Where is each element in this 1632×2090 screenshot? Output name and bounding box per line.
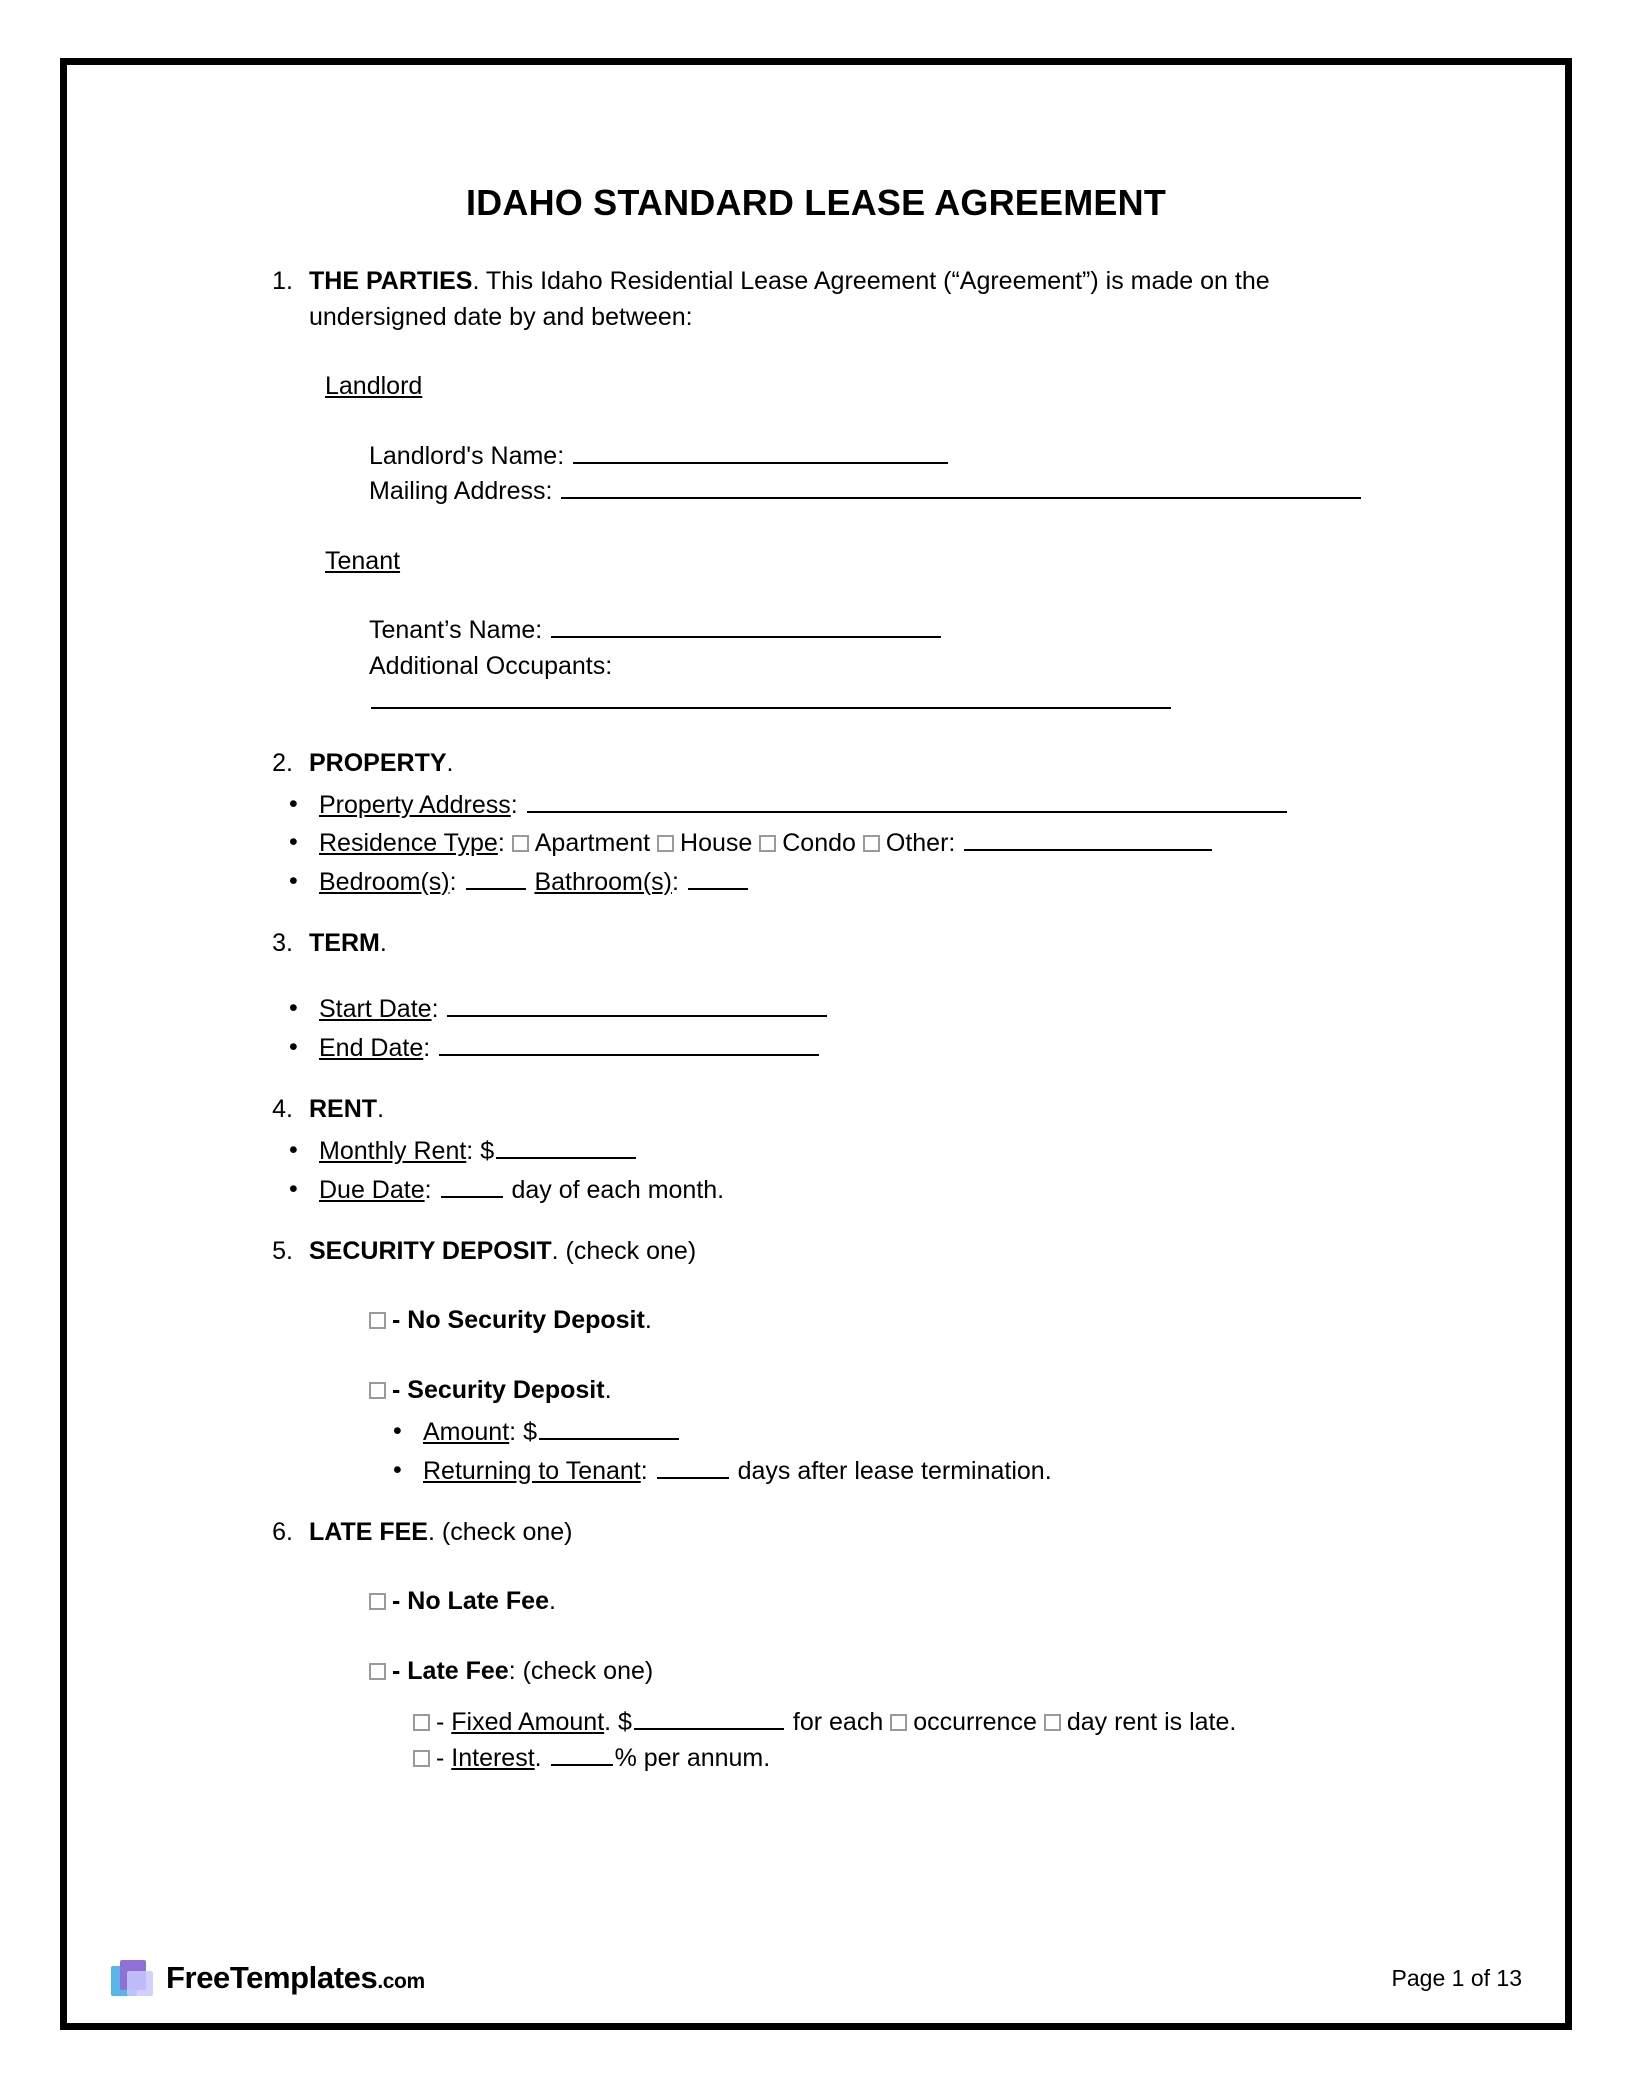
- deposit-returning-input[interactable]: [657, 1454, 729, 1479]
- checkbox-other[interactable]: [863, 835, 880, 852]
- bedrooms-bathrooms-row: • Bedroom(s): Bathroom(s):: [265, 864, 1367, 900]
- section-number: 4.: [272, 1094, 293, 1123]
- logo-name: FreeTemplates: [166, 1960, 378, 1995]
- section-term-suffix: .: [379, 928, 387, 957]
- interest-input[interactable]: [551, 1741, 613, 1766]
- security-deposit-row: [369, 1373, 1367, 1409]
- checkbox-no-late-fee[interactable]: [369, 1593, 386, 1610]
- bedrooms-label: Bedroom(s): [319, 867, 450, 896]
- start-date-row: • Start Date:: [265, 991, 1367, 1027]
- property-bullets: [265, 787, 1367, 900]
- section-late-fee-suffix: . (check one): [427, 1517, 573, 1546]
- section-property: [265, 746, 1367, 782]
- fixed-amount-input[interactable]: [634, 1705, 784, 1730]
- start-date-input[interactable]: [447, 992, 827, 1017]
- deposit-returning-suffix: days after lease termination.: [737, 1456, 1052, 1485]
- interest-suffix: % per annum.: [614, 1743, 771, 1772]
- section-rent-suffix: .: [377, 1094, 385, 1123]
- section-heading-rent: RENT: [309, 1094, 378, 1123]
- page-footer: [0, 1958, 1632, 1998]
- end-date-row: • End Date:: [265, 1030, 1367, 1066]
- additional-occupants-label: Additional Occupants:: [369, 651, 613, 680]
- section-heading-term: TERM: [309, 928, 380, 957]
- checkbox-apartment[interactable]: [512, 835, 529, 852]
- section-security-suffix: . (check one): [551, 1236, 697, 1265]
- landlord-name-row: [369, 439, 1367, 475]
- section-heading-security-deposit: SECURITY DEPOSIT: [309, 1236, 552, 1265]
- section-term: [265, 926, 1367, 962]
- landlord-heading-wrap: [325, 369, 1367, 405]
- tenant-heading-wrap: [325, 544, 1367, 580]
- monthly-rent-prefix: : $: [466, 1137, 495, 1166]
- page-title: IDAHO STANDARD LEASE AGREEMENT: [465, 182, 1167, 223]
- due-date-suffix: day of each month.: [511, 1175, 725, 1204]
- residence-option-other: Other:: [885, 829, 956, 858]
- freetemplates-logo[interactable]: [110, 1958, 425, 1998]
- due-date-row: • Due Date: day of each month.: [265, 1172, 1367, 1208]
- due-date-input[interactable]: [441, 1173, 503, 1198]
- checkbox-interest[interactable]: [413, 1750, 430, 1767]
- document-content: [171, 48, 1461, 1776]
- no-security-deposit-row: [369, 1303, 1367, 1339]
- deposit-returning-row: • Returning to Tenant: days after lease termination.: [369, 1453, 1367, 1489]
- tenant-name-row: [369, 613, 1367, 649]
- occurrence-label: occurrence: [913, 1708, 1037, 1737]
- checkbox-day-rent-late[interactable]: [1044, 1714, 1061, 1731]
- end-date-label: End Date: [319, 1033, 424, 1062]
- no-late-fee-label: - No Late Fee: [392, 1587, 549, 1616]
- fixed-amount-for-each: for each: [792, 1708, 884, 1737]
- rent-bullets: [265, 1133, 1367, 1208]
- section-heading-property: PROPERTY: [309, 748, 447, 777]
- monthly-rent-row: [265, 1133, 1367, 1169]
- late-fee-row: [369, 1654, 1367, 1690]
- section-number: 2.: [272, 748, 293, 777]
- additional-occupants-input[interactable]: [371, 684, 1171, 709]
- residence-type-row: • Residence Type: Apartment House Condo Other:: [265, 825, 1367, 861]
- due-date-label: Due Date: [319, 1175, 425, 1204]
- section-number: 6.: [272, 1517, 293, 1546]
- documents-icon: [110, 1958, 154, 1998]
- section-property-suffix: .: [446, 748, 454, 777]
- late-fee-label: - Late Fee: [392, 1656, 509, 1685]
- landlord-name-label: Landlord's Name:: [369, 441, 565, 470]
- no-security-deposit-suffix: .: [644, 1306, 652, 1335]
- fixed-amount-prefix: . $: [604, 1708, 632, 1737]
- property-address-label: Property Address: [319, 791, 511, 819]
- deposit-amount-label: Amount: [423, 1418, 510, 1447]
- security-deposit-bullets: [369, 1414, 1367, 1489]
- additional-occupants-row: [369, 649, 1367, 720]
- checkbox-late-fee[interactable]: [369, 1663, 386, 1680]
- interest-row: - Interest. % per annum.: [413, 1741, 1367, 1777]
- section-the-parties: [265, 264, 1367, 335]
- residence-other-input[interactable]: [964, 826, 1212, 851]
- start-date-label: Start Date: [319, 995, 432, 1024]
- bathrooms-input[interactable]: [688, 865, 748, 890]
- section-number: 3.: [272, 928, 293, 957]
- residence-option-apartment: Apartment: [534, 829, 651, 858]
- section-rent: [265, 1092, 1367, 1128]
- no-late-fee-row: [369, 1584, 1367, 1620]
- deposit-returning-label: Returning to Tenant: [423, 1456, 641, 1485]
- section-heading-late-fee: LATE FEE: [309, 1517, 428, 1546]
- checkbox-no-security-deposit[interactable]: [369, 1312, 386, 1329]
- mailing-address-row: [369, 474, 1367, 510]
- term-bullets: [265, 991, 1367, 1066]
- monthly-rent-input[interactable]: [496, 1134, 636, 1159]
- residence-option-condo: Condo: [782, 829, 856, 858]
- section-number: 5.: [272, 1236, 293, 1265]
- residence-option-house: House: [680, 829, 753, 858]
- logo-text: [166, 1960, 425, 1996]
- interest-label: Interest: [451, 1743, 535, 1772]
- day-rent-late-label: day rent is late.: [1066, 1708, 1237, 1737]
- checkbox-security-deposit[interactable]: [369, 1382, 386, 1399]
- section-late-fee: [265, 1515, 1367, 1551]
- residence-type-label: Residence Type: [319, 829, 498, 858]
- logo-suffix: .com: [377, 1970, 425, 1993]
- mailing-address-input[interactable]: [561, 474, 1361, 499]
- tenant-heading: Tenant: [325, 546, 401, 575]
- end-date-input[interactable]: [439, 1031, 819, 1056]
- section-security-deposit: [265, 1234, 1367, 1270]
- bathrooms-label: Bathroom(s): [534, 867, 672, 896]
- late-fee-suffix: : (check one): [508, 1656, 654, 1685]
- checkbox-condo[interactable]: [759, 835, 776, 852]
- section-number: 1.: [272, 267, 293, 295]
- no-late-fee-suffix: .: [548, 1587, 556, 1616]
- deposit-amount-row: [369, 1414, 1367, 1450]
- landlord-heading: Landlord: [325, 372, 423, 400]
- checkbox-fixed-amount[interactable]: [413, 1714, 430, 1731]
- no-security-deposit-label: - No Security Deposit: [392, 1306, 645, 1335]
- security-deposit-label: - Security Deposit: [392, 1375, 605, 1404]
- checkbox-occurrence[interactable]: [890, 1714, 907, 1731]
- checkbox-house[interactable]: [657, 835, 674, 852]
- tenant-name-label: Tenant’s Name:: [369, 616, 543, 644]
- deposit-amount-prefix: : $: [509, 1418, 537, 1447]
- fixed-amount-label: Fixed Amount: [451, 1708, 605, 1737]
- section-parties-text: . This Idaho Residential Lease Agreement (“Agreement”) is made on the undersigned date by and between:: [309, 267, 1270, 331]
- property-address-input[interactable]: [527, 788, 1287, 813]
- page-number: Page 1 of 13: [1391, 1964, 1522, 1991]
- section-heading-the-parties: THE PARTIES: [309, 267, 473, 295]
- mailing-address-label: Mailing Address:: [369, 477, 553, 505]
- security-deposit-suffix: .: [604, 1375, 612, 1404]
- fixed-amount-row: - Fixed Amount. $ for each occurrence day rent is late.: [413, 1705, 1367, 1741]
- tenant-name-input[interactable]: [551, 613, 941, 638]
- monthly-rent-label: Monthly Rent: [319, 1137, 467, 1166]
- property-address-row: • Property Address:: [265, 787, 1367, 823]
- bedrooms-input[interactable]: [466, 865, 526, 890]
- landlord-name-input[interactable]: [573, 439, 948, 464]
- deposit-amount-input[interactable]: [539, 1415, 679, 1440]
